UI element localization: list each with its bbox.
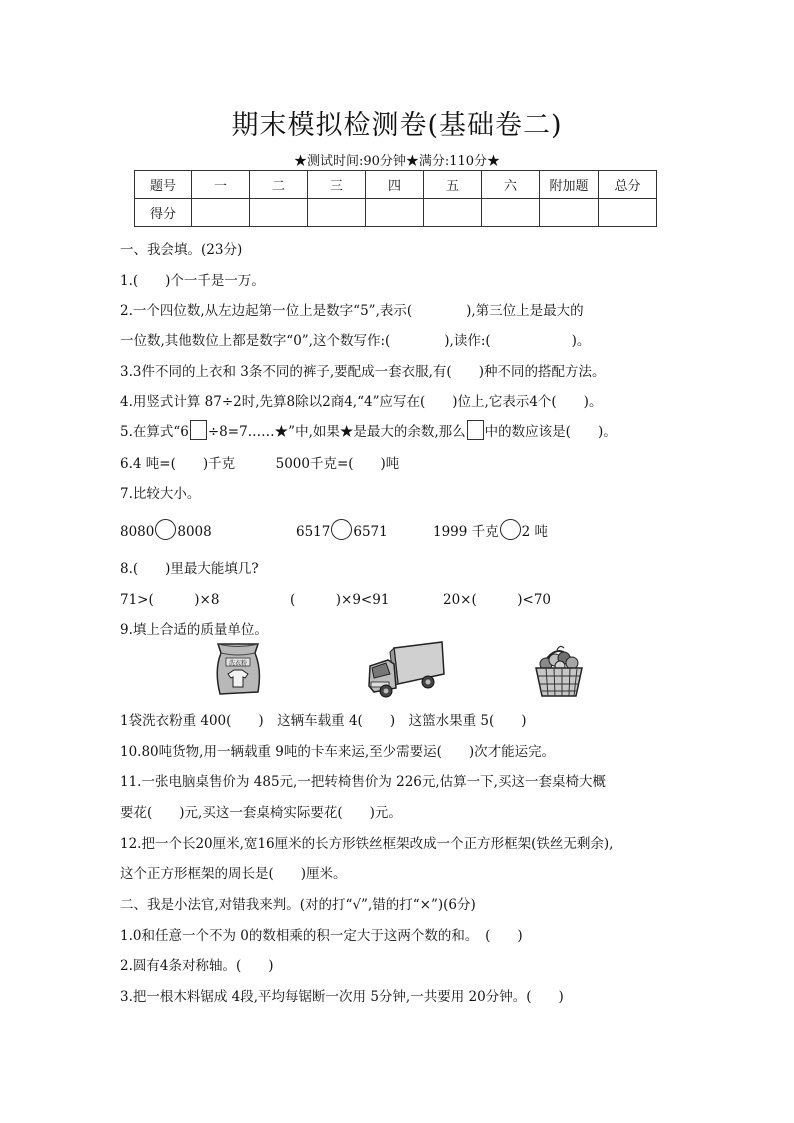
question-text: 6.4 吨=( )千克 5000千克=( )吨 [120, 456, 400, 472]
compare-circle[interactable] [155, 519, 176, 540]
question-text: 一位数,其他数位上都是数字“0”,这个数写作:( ),读作:( )。 [120, 333, 591, 349]
question-text: 2.圆有4条对称轴。( ) [120, 958, 274, 974]
score-header-cell: 三 [308, 171, 366, 199]
answer-box[interactable] [190, 420, 207, 440]
fill-item: 20×( )<70 [443, 592, 552, 608]
question-text: 8.( )里最大能填几? [120, 561, 259, 577]
compare-left: 1999 千克 [433, 524, 499, 540]
score-table-header-row [135, 171, 657, 199]
score-header-cell: 四 [366, 171, 424, 199]
score-row-label: 得分 [135, 199, 192, 227]
score-table [134, 170, 657, 227]
bag-label: 洗衣粉 [228, 660, 248, 667]
score-cell[interactable] [424, 199, 482, 227]
question-text: 这个正方形框架的周长是( )厘米。 [120, 866, 347, 882]
score-table-score-row [135, 199, 657, 227]
score-header-cell: 附加题 [540, 171, 599, 199]
detergent-bag-icon [212, 640, 264, 698]
score-cell[interactable] [250, 199, 308, 227]
score-cell[interactable] [192, 199, 250, 227]
question-text: 1.( )个一千是一万。 [120, 273, 265, 289]
score-cell[interactable] [308, 199, 366, 227]
compare-circle[interactable] [500, 519, 521, 540]
question-5 [120, 420, 617, 440]
question-text: 3.把一根木料锯成 4段,平均每锯断一次用 5分钟,一共要用 20分钟。( ) [120, 989, 564, 1005]
score-cell[interactable] [540, 199, 599, 227]
compare-left: 6517 [296, 524, 331, 540]
page-title: 期末模拟检测卷(基础卷二) [231, 110, 563, 141]
question-text: 3.3件不同的上衣和 3条不同的裤子,要配成一套衣服,有( )种不同的搭配方法。 [120, 364, 606, 380]
compare-item [120, 519, 212, 540]
compare-right: 6571 [353, 524, 388, 540]
question-text: 10.80吨货物,用一辆载重 9吨的卡车来运,至少需要运( )次才能运完。 [120, 744, 556, 760]
score-header-cell: 题号 [135, 171, 192, 199]
question-text: 2.一个四位数,从左边起第一位上是数字“5”,表示( ),第三位上是最大的 [120, 303, 584, 319]
score-cell[interactable] [599, 199, 657, 227]
score-header-cell: 二 [250, 171, 308, 199]
question-text: 1.0和任意一个不为 0的数相乘的积一定大于这两个数的和。 ( ) [120, 928, 523, 944]
fill-item: 71>( )×8 [120, 592, 220, 608]
compare-right: 2 吨 [521, 524, 549, 540]
compare-right: 8008 [177, 524, 212, 540]
score-header-cell: 总分 [599, 171, 657, 199]
answer-box[interactable] [467, 420, 484, 440]
question-text: 9.填上合适的质量单位。 [120, 622, 268, 638]
exam-info [0, 150, 794, 169]
exam-info-text: ★测试时间:90分钟★满分:110分★ [242, 154, 552, 171]
compare-item [296, 519, 388, 540]
fruit-basket-icon [530, 636, 588, 700]
question-text: 12.把一个长20厘米,宽16厘米的长方形铁丝框架改成一个正方形框架(铁丝无剩余), [120, 836, 614, 852]
question-text: 5.在算式“6 [120, 424, 189, 440]
section-heading: 二、我是小法官,对错我来判。(对的打“√”,错的打“×”)(6分) [120, 897, 476, 913]
question-text: 1袋洗衣粉重 400( ) 这辆车载重 4( ) 这篮水果重 5( ) [120, 713, 527, 729]
score-header-cell: 六 [482, 171, 540, 199]
question-text: ÷8=7……★”中,如果★是最大的余数,那么 [207, 424, 466, 440]
question-text: 4.用竖式计算 87÷2时,先算8除以2商4,“4”应写在( )位上,它表示4个( )。 [120, 394, 603, 410]
fill-item: ( )×9<91 [290, 592, 390, 608]
score-header-cell: 五 [424, 171, 482, 199]
compare-left: 8080 [120, 524, 155, 540]
score-header-cell: 一 [192, 171, 250, 199]
question-text: 11.一张电脑桌售价为 485元,一把转椅售价为 226元,估算一下,买这一套桌椅大概 [120, 774, 606, 790]
compare-item [433, 519, 548, 540]
score-cell[interactable] [366, 199, 424, 227]
question-text: 7.比较大小。 [120, 486, 201, 502]
score-cell[interactable] [482, 199, 540, 227]
section-heading: 一、我会填。(23分) [120, 242, 243, 258]
question-text: 要花( )元,买这一套桌椅实际要花( )元。 [120, 805, 402, 821]
truck-icon [366, 640, 446, 700]
question-text: 中的数应该是( )。 [484, 424, 617, 440]
compare-circle[interactable] [331, 519, 352, 540]
